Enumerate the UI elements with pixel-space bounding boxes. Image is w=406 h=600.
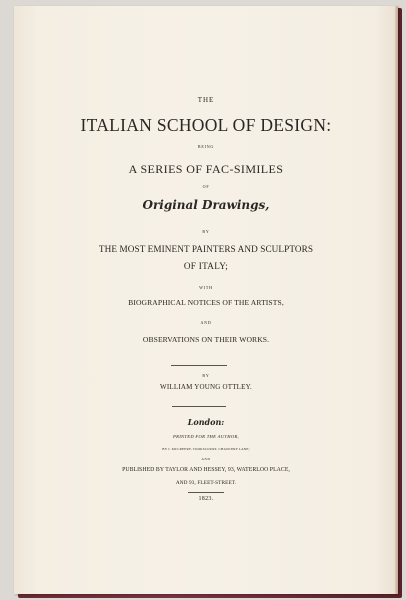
original-drawings: Original Drawings, <box>142 198 270 212</box>
of-word: OF <box>202 184 210 189</box>
series-line: A SERIES OF FAC-SIMILES <box>128 162 284 176</box>
london: London: <box>187 417 225 427</box>
painters-line-2: OF ITALY; <box>183 261 229 271</box>
printed-for-author: PRINTED FOR THE AUTHOR, <box>172 434 240 439</box>
divider-rule <box>171 365 227 366</box>
printer-line: BY J. MCCREERY, TOOKSCOURT, CHANCERY LANE; <box>162 447 250 451</box>
by-word-author: BY <box>202 373 210 378</box>
fleet-street: AND 93, FLEET-STREET. <box>175 480 237 486</box>
published-by: PUBLISHED BY TAYLOR AND HESSEY, 93, WATERLOO PLACE, <box>122 467 290 473</box>
biographical-notices: BIOGRAPHICAL NOTICES OF THE ARTISTS, <box>128 298 284 307</box>
observations-line: OBSERVATIONS ON THEIR WORKS. <box>142 335 270 344</box>
divider-rule-3 <box>188 492 224 493</box>
divider-rule-2 <box>172 406 226 407</box>
main-title: ITALIAN SCHOOL OF DESIGN: <box>80 115 332 135</box>
the-word: THE <box>197 96 215 104</box>
and-word-2: AND <box>201 457 211 461</box>
being-word: BEING <box>197 144 215 149</box>
and-word: AND <box>200 320 212 325</box>
with-word: WITH <box>199 285 213 290</box>
title-page <box>14 6 398 594</box>
painters-line-1: THE MOST EMINENT PAINTERS AND SCULPTORS <box>98 244 314 254</box>
author-name: WILLIAM YOUNG OTTLEY. <box>160 383 252 391</box>
publication-year: 1823. <box>198 496 214 502</box>
by-word: BY <box>202 229 210 234</box>
